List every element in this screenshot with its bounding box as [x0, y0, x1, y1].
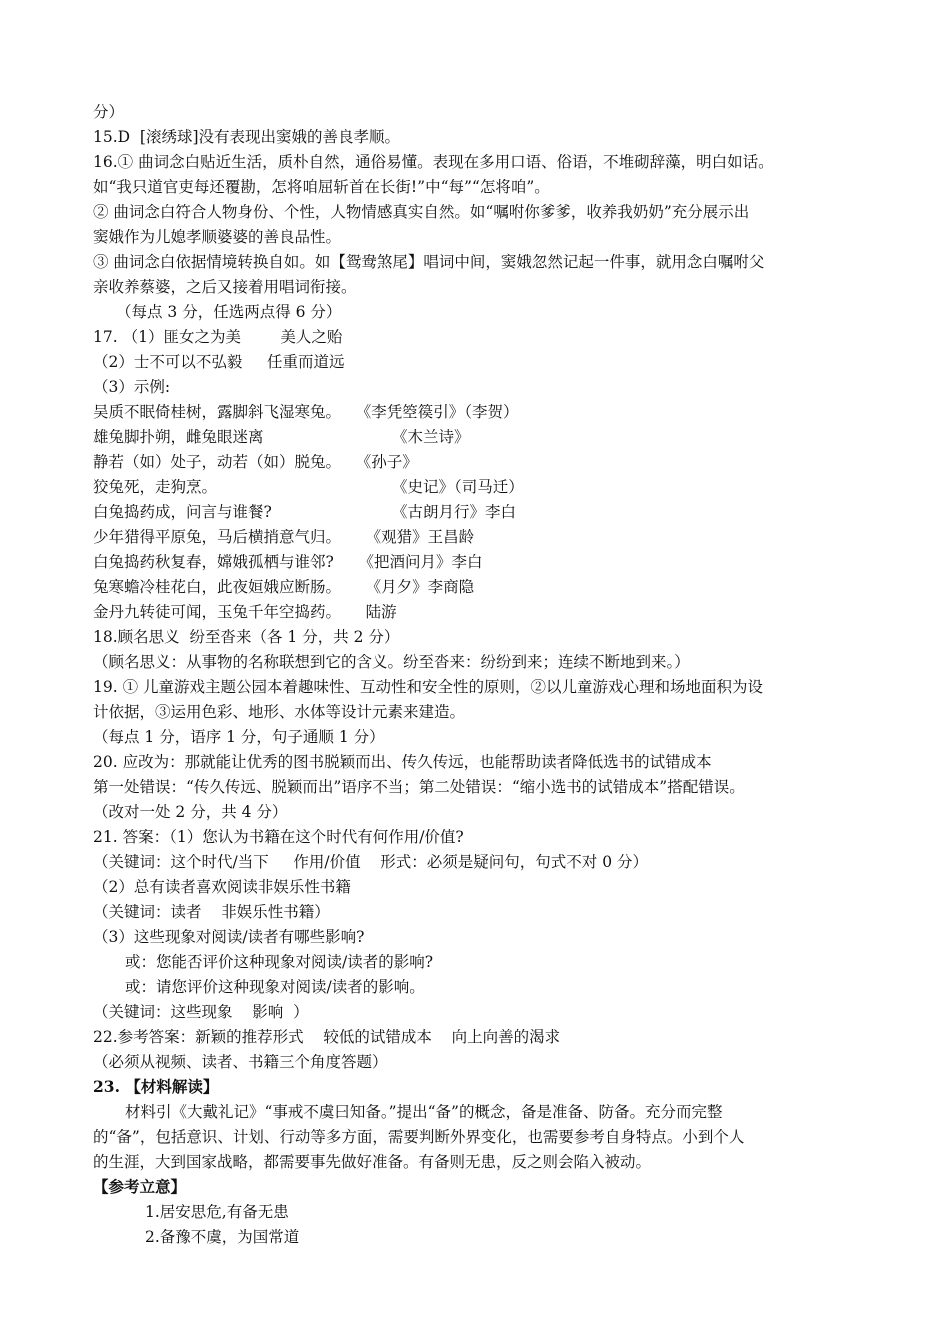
example-line: 白兔捣药成，问言与谁餐? — [93, 503, 272, 521]
text-line: （3）这些现象对阅读/读者有哪些影响? — [93, 928, 365, 946]
scoring-note: （每点 3 分，任选两点得 6 分） — [116, 303, 342, 321]
example-line: 雄兔脚扑朔，雌兔眼迷离 — [93, 428, 264, 446]
answer-20: 20. 应改为：那就能让优秀的图书脱颖而出、传久传远，也能帮助读者降低选书的试错成本 — [93, 753, 712, 771]
answer-18: 18.顾名思义 纷至沓来（各 1 分，共 2 分） — [93, 628, 400, 646]
example-line: 少年猎得平原兔，马后横捎意气归。 《观猎》王昌龄 — [93, 528, 475, 546]
reference-theme-heading: 【参考立意】 — [93, 1177, 187, 1196]
theme-item: 2.备豫不虞，为国常道 — [145, 1228, 300, 1246]
text-line: （顾名思义：从事物的名称联想到它的含义。纷至沓来：纷纷到来；连续不断地到来。） — [93, 653, 690, 671]
text-line: 或：请您评价这种现象对阅读/读者的影响。 — [125, 978, 425, 996]
example-source: 《史记》（司马迁） — [392, 478, 524, 496]
text-line: 或：您能否评价这种现象对阅读/读者的影响? — [125, 953, 434, 971]
answer-23-heading: 23. 【材料解读】 — [93, 1077, 219, 1096]
example-line: 静若（如）处子，动若（如）脱兔。 《孙子》 — [93, 453, 418, 471]
answer-17-2: （2）士不可以不弘毅 任重而道远 — [93, 353, 345, 371]
scoring-note: （改对一处 2 分，共 4 分） — [93, 803, 288, 821]
text-line: （关键词：这些现象 影响 ） — [93, 1003, 309, 1021]
example-line: 吴质不眠倚桂树，露脚斜飞湿寒兔。 《李凭箜篌引》（李贺） — [93, 403, 519, 421]
text-line: 第一处错误：“传久传远、脱颖而出”语序不当；第二处错误：“缩小选书的试错成本”搭配错误。 — [93, 778, 745, 796]
text-line: （必须从视频、读者、书籍三个角度答题） — [93, 1053, 388, 1071]
paragraph-line: 的“备”，包括意识、计划、行动等多方面，需要判断外界变化，也需要参考自身特点。小到个人 — [93, 1128, 745, 1146]
text-line: 如“我只道官吏每还覆勘，怎将咱屈斩首在长街!”中“每”“怎将咱”。 — [93, 178, 550, 196]
answer-16-point-3: ③ 曲词念白依据情境转换自如。如【鸳鸯煞尾】唱词中间，窦娥忽然记起一件事，就用念白嘱咐父 — [93, 253, 765, 271]
example-source: 《木兰诗》 — [392, 428, 470, 446]
answer-16-point-1: 16.① 曲词念白贴近生活，质朴自然，通俗易懂。表现在多用口语、俗语，不堆砌辞藻，明白如话。 — [93, 153, 774, 171]
answer-16-point-2: ② 曲词念白符合人物身份、个性，人物情感真实自然。如“嘱咐你爹爹，收养我奶奶”充分展示出 — [93, 203, 750, 221]
example-source: 《古朗月行》李白 — [392, 503, 517, 521]
text-line: 窦娥作为儿媳孝顺婆婆的善良品性。 — [93, 228, 342, 246]
example-line: 金丹九转徒可闻，玉兔千年空捣药。 陆游 — [93, 603, 397, 621]
theme-item: 1.居安思危,有备无患 — [145, 1203, 289, 1221]
answer-17-1: 17. （1）匪女之为美 美人之贻 — [93, 328, 343, 346]
text-line: （关键词：这个时代/当下 作用/价值 形式：必须是疑问句，句式不对 0 分） — [93, 853, 649, 871]
text-line: （2）总有读者喜欢阅读非娱乐性书籍 — [93, 878, 351, 896]
answer-17-3: （3）示例: — [93, 378, 171, 396]
text-line: 分） — [93, 103, 125, 121]
paragraph-line: 的生涯，大到国家战略，都需要事先做好准备。有备则无患，反之则会陷入被动。 — [93, 1153, 652, 1171]
example-line: 狡兔死，走狗烹。 — [93, 478, 218, 496]
scoring-note: （每点 1 分，语序 1 分，句子通顺 1 分） — [93, 728, 385, 746]
paragraph-line: 材料引《大戴礼记》“事戒不虞曰知备。”提出“备”的概念，备是准备、防备。充分而完整 — [125, 1103, 723, 1121]
text-line: （关键词：读者 非娱乐性书籍） — [93, 903, 330, 921]
example-line: 兔寒蟾冷桂花白，此夜姮娥应断肠。 《月夕》李商隐 — [93, 578, 475, 596]
answer-15: 15.D [滚绣球]没有表现出窦娥的善良孝顺。 — [93, 128, 401, 146]
text-line: 计依据，③运用色彩、地形、水体等设计元素来建造。 — [93, 703, 466, 721]
example-line: 白兔捣药秋复春，嫦娥孤栖与谁邻? 《把酒问月》李白 — [93, 553, 483, 571]
answer-22: 22.参考答案：新颖的推荐形式 较低的试错成本 向上向善的渴求 — [93, 1028, 561, 1046]
answer-19: 19. ① 儿童游戏主题公园本着趣味性、互动性和安全性的原则，②以儿童游戏心理和场地面积为设 — [93, 678, 764, 696]
answer-21: 21. 答案：（1）您认为书籍在这个时代有何作用/价值? — [93, 828, 464, 846]
text-line: 亲收养蔡婆，之后又接着用唱词衔接。 — [93, 278, 357, 296]
